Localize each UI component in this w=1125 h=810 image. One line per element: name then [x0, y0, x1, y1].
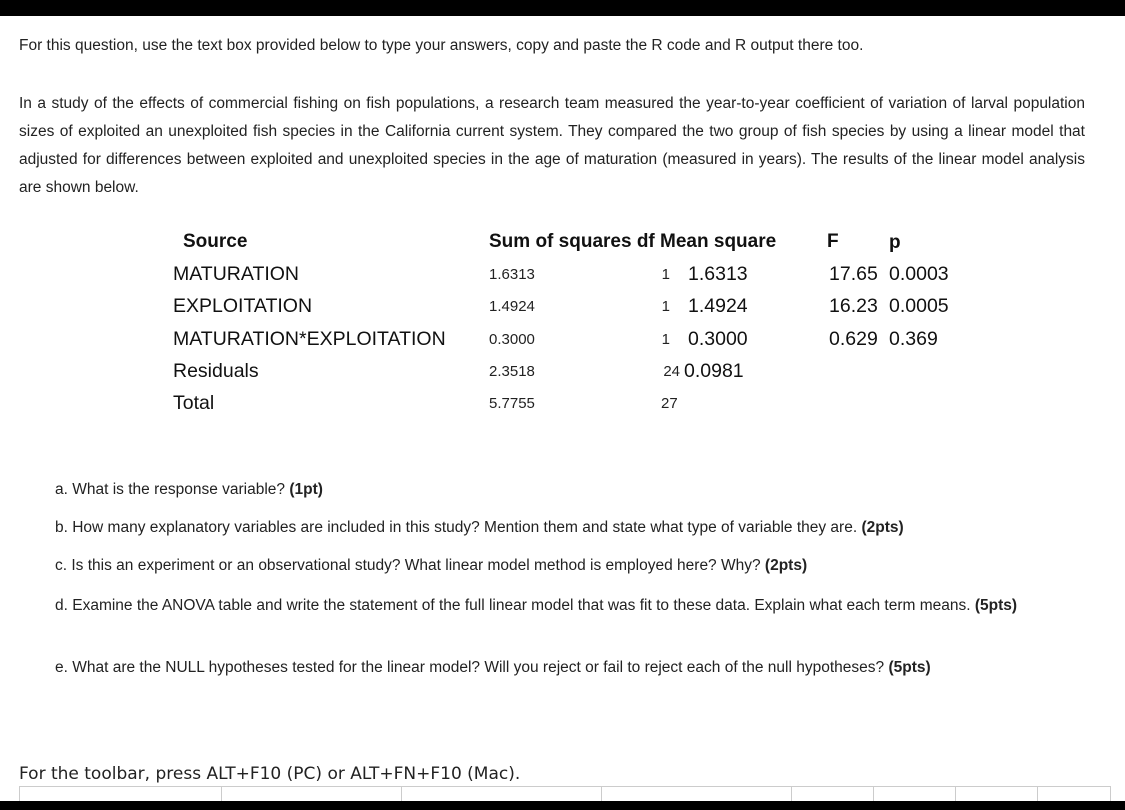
row-source: EXPLOITATION: [173, 295, 313, 317]
row-f: 0.629: [829, 328, 878, 350]
toolbar-section[interactable]: [20, 787, 222, 801]
row-df: 24: [663, 363, 680, 380]
row-source: Total: [173, 392, 215, 414]
row-ss: 1.4924: [489, 298, 535, 315]
row-df: 1: [661, 266, 670, 283]
row-source: MATURATION*EXPLOITATION: [173, 328, 446, 350]
toolbar-section[interactable]: [792, 787, 874, 801]
question-c: c. Is this an experiment or an observational study? What linear model method is employed here? Why? (2pts): [55, 557, 808, 574]
row-p: 0.0005: [889, 295, 949, 317]
header-ss-df-ms: Sum of squares df Mean square: [489, 231, 777, 252]
row-df: 1: [661, 331, 670, 348]
row-f: 17.65: [829, 263, 878, 285]
toolbar-section[interactable]: [602, 787, 792, 801]
row-ss: 5.7755: [489, 395, 535, 412]
row-ss: 2.3518: [489, 363, 535, 380]
question-b: b. How many explanatory variables are included in this study? Mention them and state what type of variable they are. (2pts): [55, 519, 904, 536]
row-ms: 0.0981: [684, 360, 744, 382]
row-ms: 1.6313: [688, 263, 748, 285]
bottom-border: [0, 801, 1125, 810]
row-f: 16.23: [829, 295, 878, 317]
row-p: 0.0003: [889, 263, 949, 285]
row-ss: 0.3000: [489, 331, 535, 348]
instructions-text: For this question, use the text box provided below to type your answers, copy and paste the R code and R output there too.: [19, 37, 864, 54]
toolbar-section[interactable]: [874, 787, 956, 801]
row-p: 0.369: [889, 328, 938, 350]
question-e: e. What are the NULL hypotheses tested for the linear model? Will you reject or fail to reject each of the null hypotheses? (5pts): [55, 659, 931, 676]
top-border: [0, 0, 1125, 16]
row-df: 27: [661, 395, 678, 412]
row-source: MATURATION: [173, 263, 300, 285]
row-ms: 0.3000: [688, 328, 748, 350]
question-d: d. Examine the ANOVA table and write the statement of the full linear model that was fit to these data. Explain what each term means. (5pts): [55, 597, 1018, 614]
row-source: Residuals: [173, 360, 259, 382]
row-df: 1: [661, 298, 670, 315]
toolbar-section[interactable]: [222, 787, 402, 801]
toolbar-section[interactable]: [402, 787, 602, 801]
toolbar-section[interactable]: [956, 787, 1038, 801]
study-description: In a study of the effects of commercial fishing on fish populations, a research team measured the year-to-year coefficient of variation of larval population sizes of exploited an unexploited fish species in the California current system. They compared the two group of fish species by using a linear model that adjusted for differences between exploited and unexploited species in the age of maturation (measured in years). The results of the linear model analysis are shown below.: [19, 95, 1085, 196]
row-ss: 1.6313: [489, 266, 535, 283]
row-ms: 1.4924: [688, 295, 748, 317]
header-f: F: [827, 231, 839, 252]
editor-toolbar[interactable]: [19, 786, 1111, 801]
header-p: p: [889, 232, 901, 253]
toolbar-hint: For the toolbar, press ALT+F10 (PC) or ALT+FN+F10 (Mac).: [19, 764, 521, 784]
question-a: a. What is the response variable? (1pt): [55, 481, 323, 498]
header-source: Source: [183, 231, 248, 252]
